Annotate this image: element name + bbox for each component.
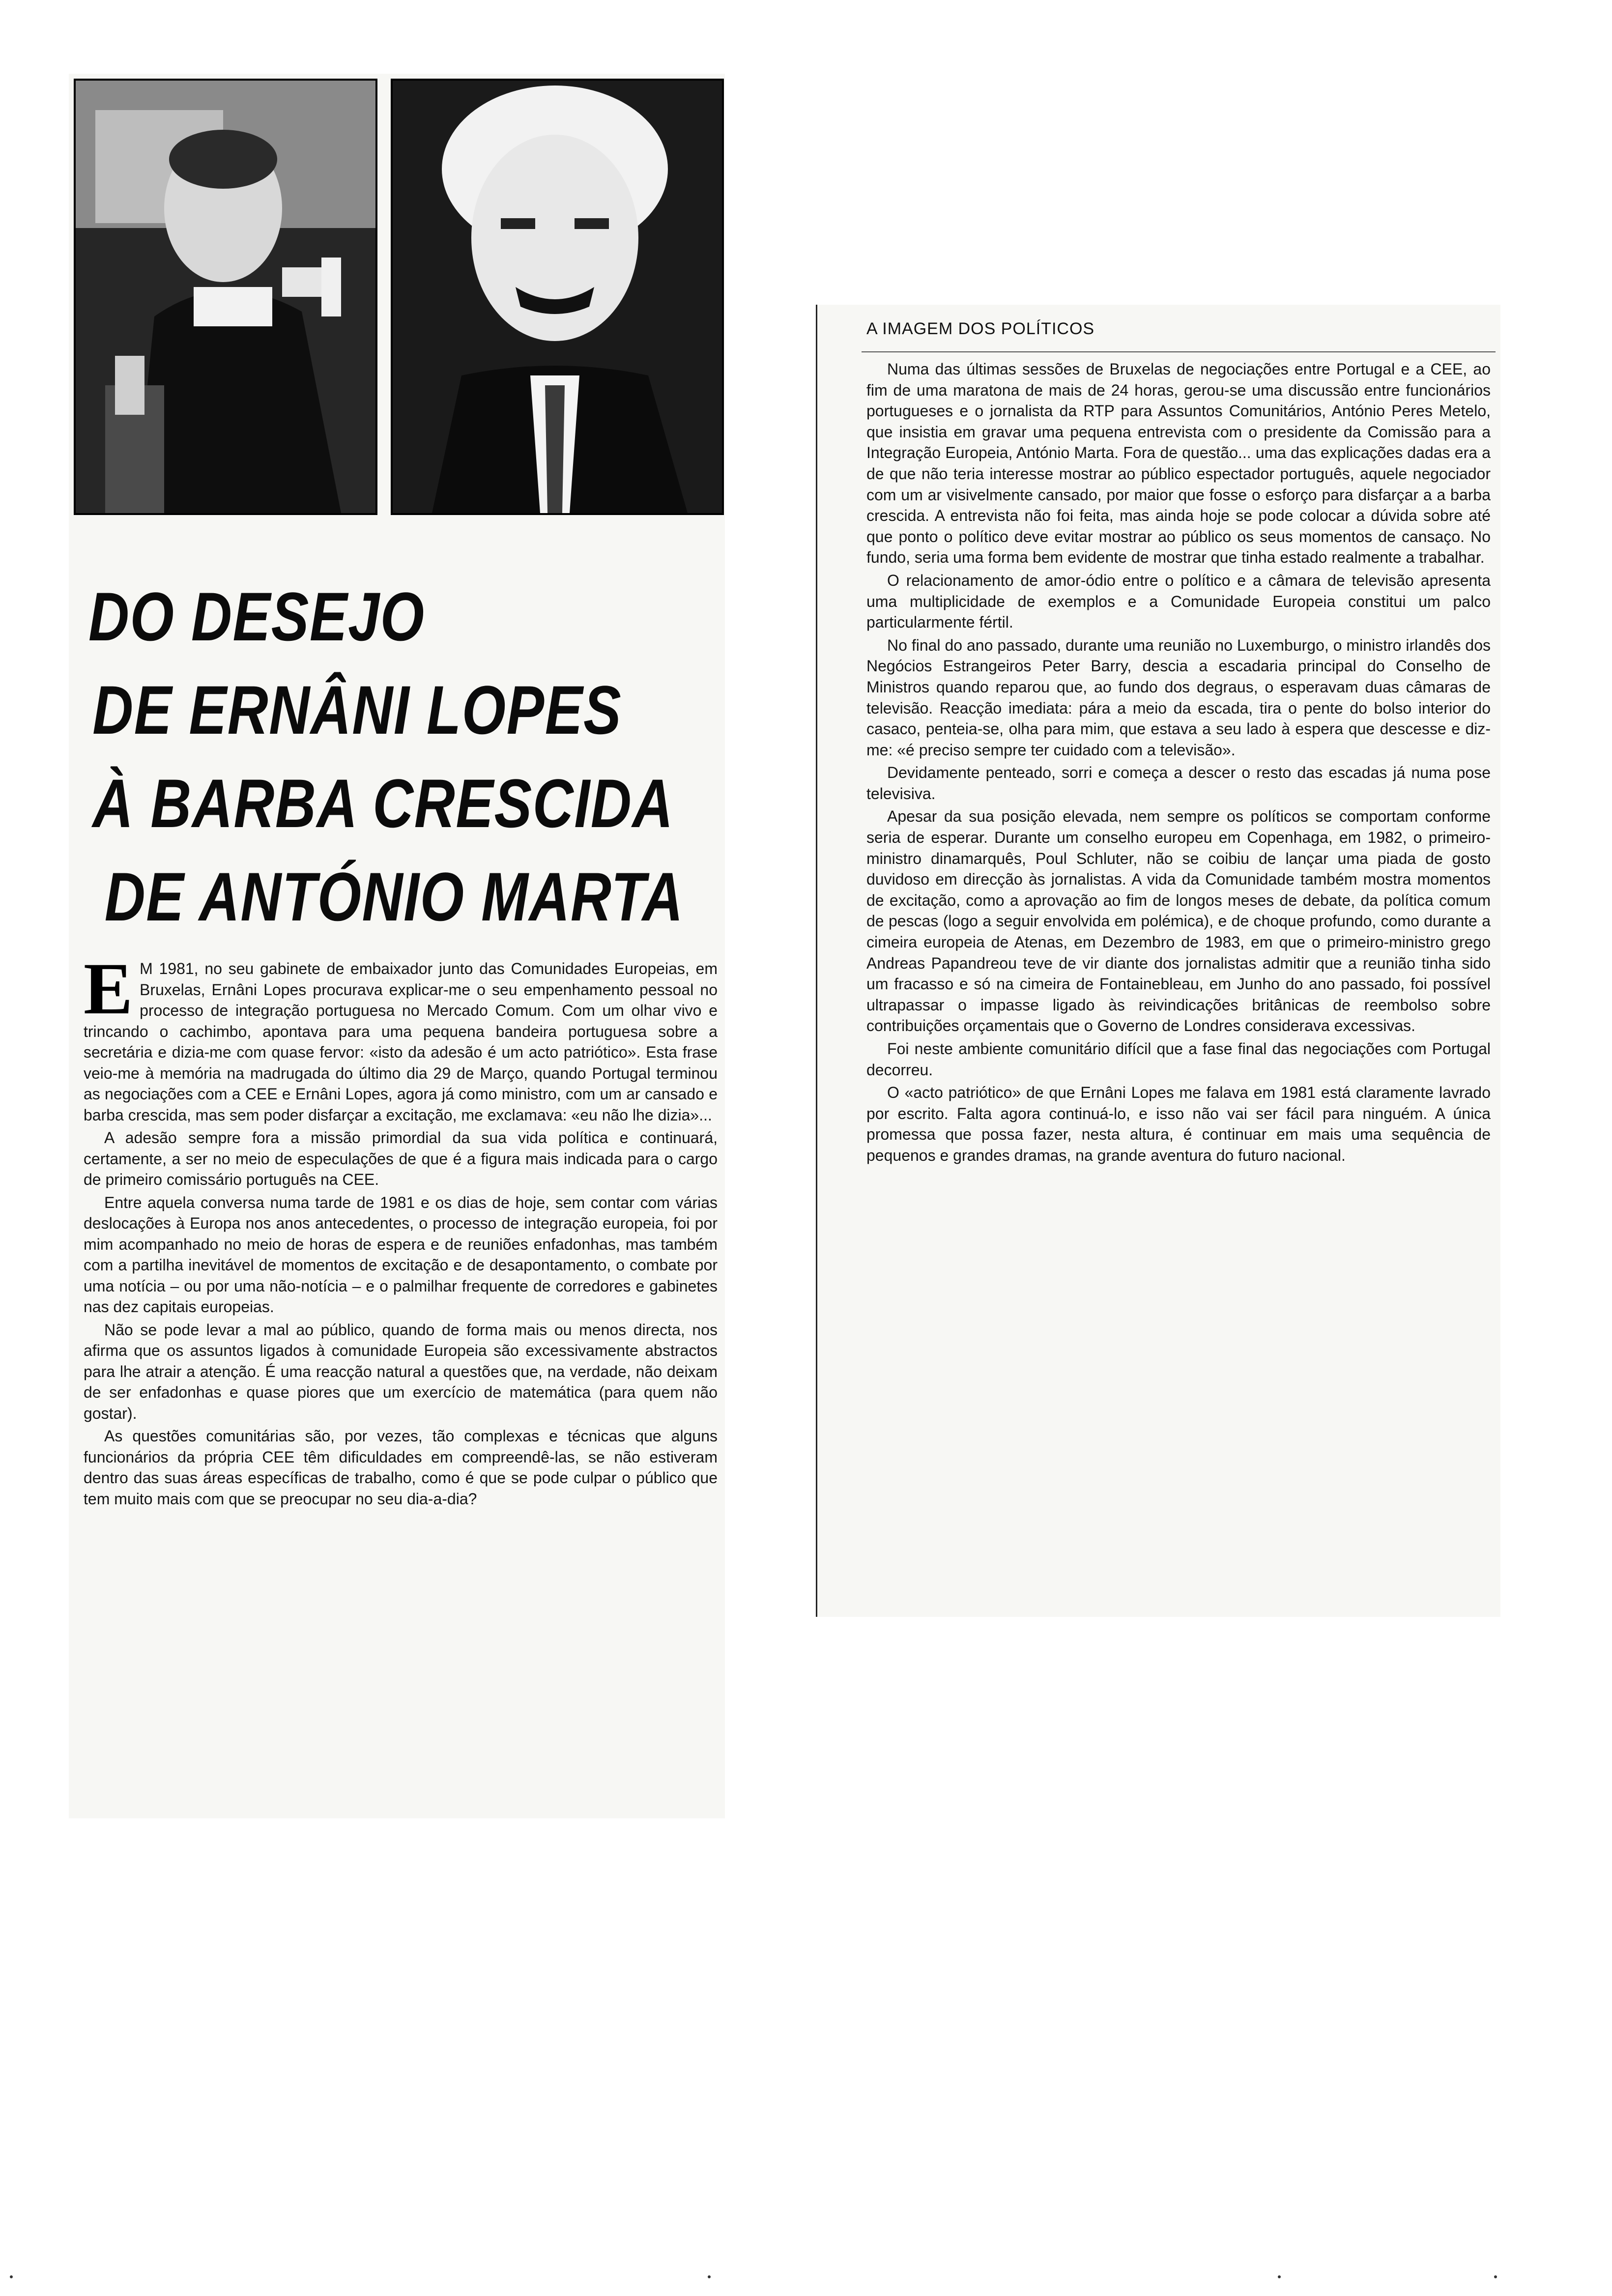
- photo-ernani-lopes: [74, 79, 377, 515]
- paragraph: O relacionamento de amor-ódio entre o político e a câmara de televisão apresenta uma multiplicidade de exemplos e a Comunidade Europeia constitui um palco particularmente fértil.: [866, 571, 1491, 631]
- article-main-clipping: [69, 74, 725, 1818]
- sidebar-body: [866, 359, 1491, 1168]
- title-divider: [862, 351, 1496, 352]
- scan-noise: [0, 2275, 1612, 2285]
- paragraph: A adesão sempre fora a missão primordial da sua vida política e continuará, certamente, a ser no meio de especulações de que é a figura mais indicada para o cargo de primeiro comissário português na CEE.: [84, 1129, 718, 1188]
- photo-antonio-marta: [391, 79, 724, 515]
- paragraph: Apesar da sua posição elevada, nem sempre os políticos se comportam conforme seria de esperar. Durante um conselho europeu em Copenhaga, em 1982, o primeiro-ministro dinamarquês, Poul Schluter, não se coibiu de lançar uma piada de gosto duvidoso em direcção às jornalistas. A vida da Comunidade também mostra momentos de excitação, como a aprovação ao fim de longos meses de debate, da política comum de pescas (logo a seguir envolvida em polémica), e de choque profundo, como durante a cimeira europeia de Atenas, em Dezembro de 1983, em que o primeiro-ministro grego Andreas Papandreou teve de vir diante dos jornalistas admitir que a reunião tinha sido um fracasso e só na cimeira de Fontainebleau, em Junho do ano passado, foi possível ultrapassar o impasse ligado às reivindicações britânicas de reembolso sobre contribuições orçamentais que o Governo de Londres considerava excessivas.: [866, 807, 1491, 1035]
- paragraph: [84, 948, 718, 1125]
- paragraph: O «acto patriótico» de que Ernâni Lopes me falava em 1981 está claramente lavrado por escrito. Falta agora continuá-lo, e isso não vai ser fácil para ninguém. A única promessa que possa fazer, nesta altura, é continuar em mais uma sequência de pequenos e grandes dramas, na grande aventura do futuro nacional.: [866, 1084, 1491, 1164]
- headline-line-3: À BARBA CRESCIDA: [92, 765, 674, 842]
- speck: [1278, 2275, 1281, 2278]
- paragraph: Devidamente penteado, sorri e começa a descer o resto das escadas já numa pose televisiva.: [866, 764, 1491, 803]
- sidebar-title: A IMAGEM DOS POLÍTICOS: [866, 319, 1095, 338]
- drop-cap: E: [84, 948, 133, 1030]
- paragraph: Entre aquela conversa numa tarde de 1981 e os dias de hoje, sem contar com várias deslocações à Europa nos anos antecedentes, o processo de integração europeia, foi por mim acompanhado no meio de horas de espera e de reuniões enfadonhas, mas também com a partilha inevitável de momentos de excitação e de desapontamento, o combate por uma notícia – ou por uma não-notícia – e o palmilhar frequente de corredores e gabinetes nas dez capitais europeias.: [84, 1193, 718, 1316]
- speck: [1494, 2275, 1497, 2278]
- paragraph: No final do ano passado, durante uma reunião no Luxemburgo, o ministro irlandês dos Negócios Estrangeiros Peter Barry, descia a escadaria principal do Conselho de Ministros quando reparou que, ao fundo dos degraus, o esperavam duas câmaras de televisão. Reacção imediata: pára a meio da escada, tira o pente do bolso interior do casaco, penteia-se, olha para mim, que estava a seu lado à espera que descesse e diz-me: «é preciso sempre ter cuidado com a televisão».: [866, 636, 1491, 759]
- headline-line-2: DE ERNÂNI LOPES: [92, 671, 622, 748]
- paragraph: Não se pode levar a mal ao público, quando de forma mais ou menos directa, nos afirma que os assuntos ligados à comunidade Europeia são excessivamente abstractos para lhe atrair a atenção. É uma reacção natural a questões que, na verdade, não deixam de ser enfadonhas e quase piores que um exercício de matemática (para quem não gostar).: [84, 1320, 718, 1422]
- sidebar-clipping: [816, 305, 1500, 1617]
- speck: [708, 2275, 711, 2278]
- article-body: [84, 948, 718, 1511]
- paragraph: Numa das últimas sessões de Bruxelas de negociações entre Portugal e a CEE, ao fim de uma maratona de mais de 24 horas, gerou-se uma discussão entre funcionários portugueses e o jornalista da RTP para Assuntos Comunitários, António Peres Metelo, que insistia em gravar uma pequena entrevista com o presidente da Comissão para a Integração Europeia, António Marta. Fora de questão... uma das explicações dadas era a de que não teria interesse mostrar ao público espectador português, aquele negociador com um ar visivelmente cansado, por maior que fosse o esforço para disfarçar a a barba crescida. A entrevista não foi feita, mas ainda hoje se pode colocar a dúvida sobre até que ponto o político deve evitar mostrar ao público os seus momentos de cansaço. No fundo, seria uma forma bem evidente de mostrar que tinha estado realmente a trabalhar.: [866, 360, 1491, 567]
- headline-line-4: DE ANTÓNIO MARTA: [104, 858, 684, 935]
- headline-line-1: DO DESEJO: [88, 578, 425, 655]
- headline: [88, 570, 684, 944]
- paragraph-text: M 1981, no seu gabinete de embaixador junto das Comunidades Europeias, em Bruxelas, Ernâni Lopes procurava explicar-me o seu empenhamento pessoal no processo de integração portuguesa no Mercado Comum. Com um olhar vivo e trincando o cachimbo, apontava para uma pequena bandeira portuguesa sobre a secretária e dizia-me com quase fervor: «isto da adesão é um acto patriótico». Esta frase veio-me à memória na madrugada do último dia 29 de Março, quando Portugal terminou as negociações com a CEE e Ernâni Lopes, agora já como ministro, com um ar cansado e barba crescida, mas sem poder disfarçar a excitação, me exclamava: «eu não lhe dizia»...: [84, 960, 718, 1124]
- paragraph: As questões comunitárias são, por vezes, tão complexas e técnicas que alguns funcionários da própria CEE têm dificuldades em compreendê-las, se não estiveram dentro das suas áreas específicas de trabalho, como é que se pode culpar o público que tem muito mais com que se preocupar no seu dia-a-dia?: [84, 1427, 718, 1508]
- paragraph: Foi neste ambiente comunitário difícil que a fase final das negociações com Portugal decorreu.: [866, 1040, 1491, 1079]
- speck: [10, 2275, 13, 2278]
